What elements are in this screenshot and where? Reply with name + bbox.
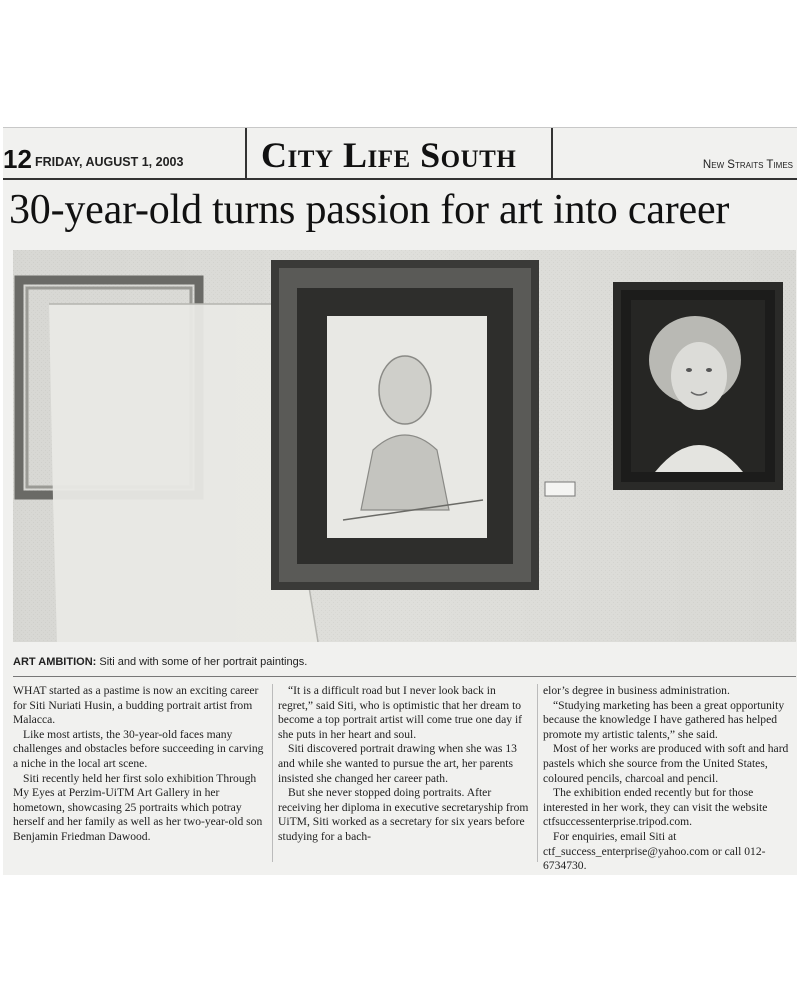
gallery-photo-illustration <box>13 250 796 642</box>
paragraph: Siti discovered portrait drawing when she was 13 and while she wanted to pursue the art, her parents insisted she changed her career path. <box>278 742 517 785</box>
newspaper-name: New Straits Times <box>702 159 793 171</box>
paragraph: “It is a difficult road but I never look back in regret,” said Siti, who is optimistic that her dream to become a top portrait artist will come true one day if she puts in her heart and soul. <box>278 684 523 741</box>
article-body <box>13 684 793 873</box>
paragraph: WHAT started as a pastime is now an exciting career for Siti Nuriati Husin, a budding portrait artist from Malacca. <box>13 684 259 727</box>
caption-label: ART AMBITION: <box>13 656 97 668</box>
caption-rule <box>13 676 796 677</box>
center-frame <box>271 260 539 590</box>
paragraph: The exhibition ended recently but for those interested in her work, they can visit the website ctfsuccessenterprise.tripod.com. <box>543 786 768 829</box>
paragraph: For enquiries, email Siti at ctf_success_enterprise@yahoo.com or call 012-6734730. <box>543 829 766 873</box>
right-frame <box>613 282 783 490</box>
photo-caption <box>13 656 796 668</box>
section-title-box <box>245 128 553 178</box>
article-column-1 <box>13 684 267 845</box>
masthead <box>3 128 797 178</box>
newspaper-clipping <box>3 127 797 875</box>
paragraph: elor’s degree in business administration. <box>543 684 730 697</box>
article-column-3 <box>543 684 797 874</box>
caption-text: Siti and with some of her portrait paintings. <box>96 656 308 668</box>
paragraph: But she never stopped doing portraits. After receiving her diploma in executive secretaryship from UiTM, Siti worked as a secretary for six years before studying for a bach- <box>278 786 529 843</box>
masthead-rule <box>3 178 797 180</box>
paragraph: “Studying marketing has been a great opportunity because the knowledge I have gathered has helped promote my artistic talents,” she said. <box>543 698 785 741</box>
column-divider <box>272 684 273 862</box>
headline: 30-year-old turns passion for art into career <box>9 187 730 233</box>
page-number: 12 <box>3 144 32 174</box>
issue-date: FRIDAY, AUGUST 1, 2003 <box>35 155 184 169</box>
article-column-2 <box>278 684 532 845</box>
paragraph: Most of her works are produced with soft and hard pastels which she source from the United States, coloured pencils, charcoal and pencil. <box>543 742 789 785</box>
column-divider <box>537 684 538 862</box>
paragraph: Like most artists, the 30-year-old faces many challenges and obstacles before succeeding in carving a niche in the local art scene. <box>13 727 264 770</box>
article-photo <box>13 250 796 642</box>
paragraph: Siti recently held her first solo exhibition Through My Eyes at Perzim-UiTM Art Gallery in her hometown, showcasing 25 portraits which potray herself and her family as well as her two-year-old son Benjamin Friedman Dawood. <box>13 771 263 843</box>
section-title: City Life South <box>261 135 517 175</box>
